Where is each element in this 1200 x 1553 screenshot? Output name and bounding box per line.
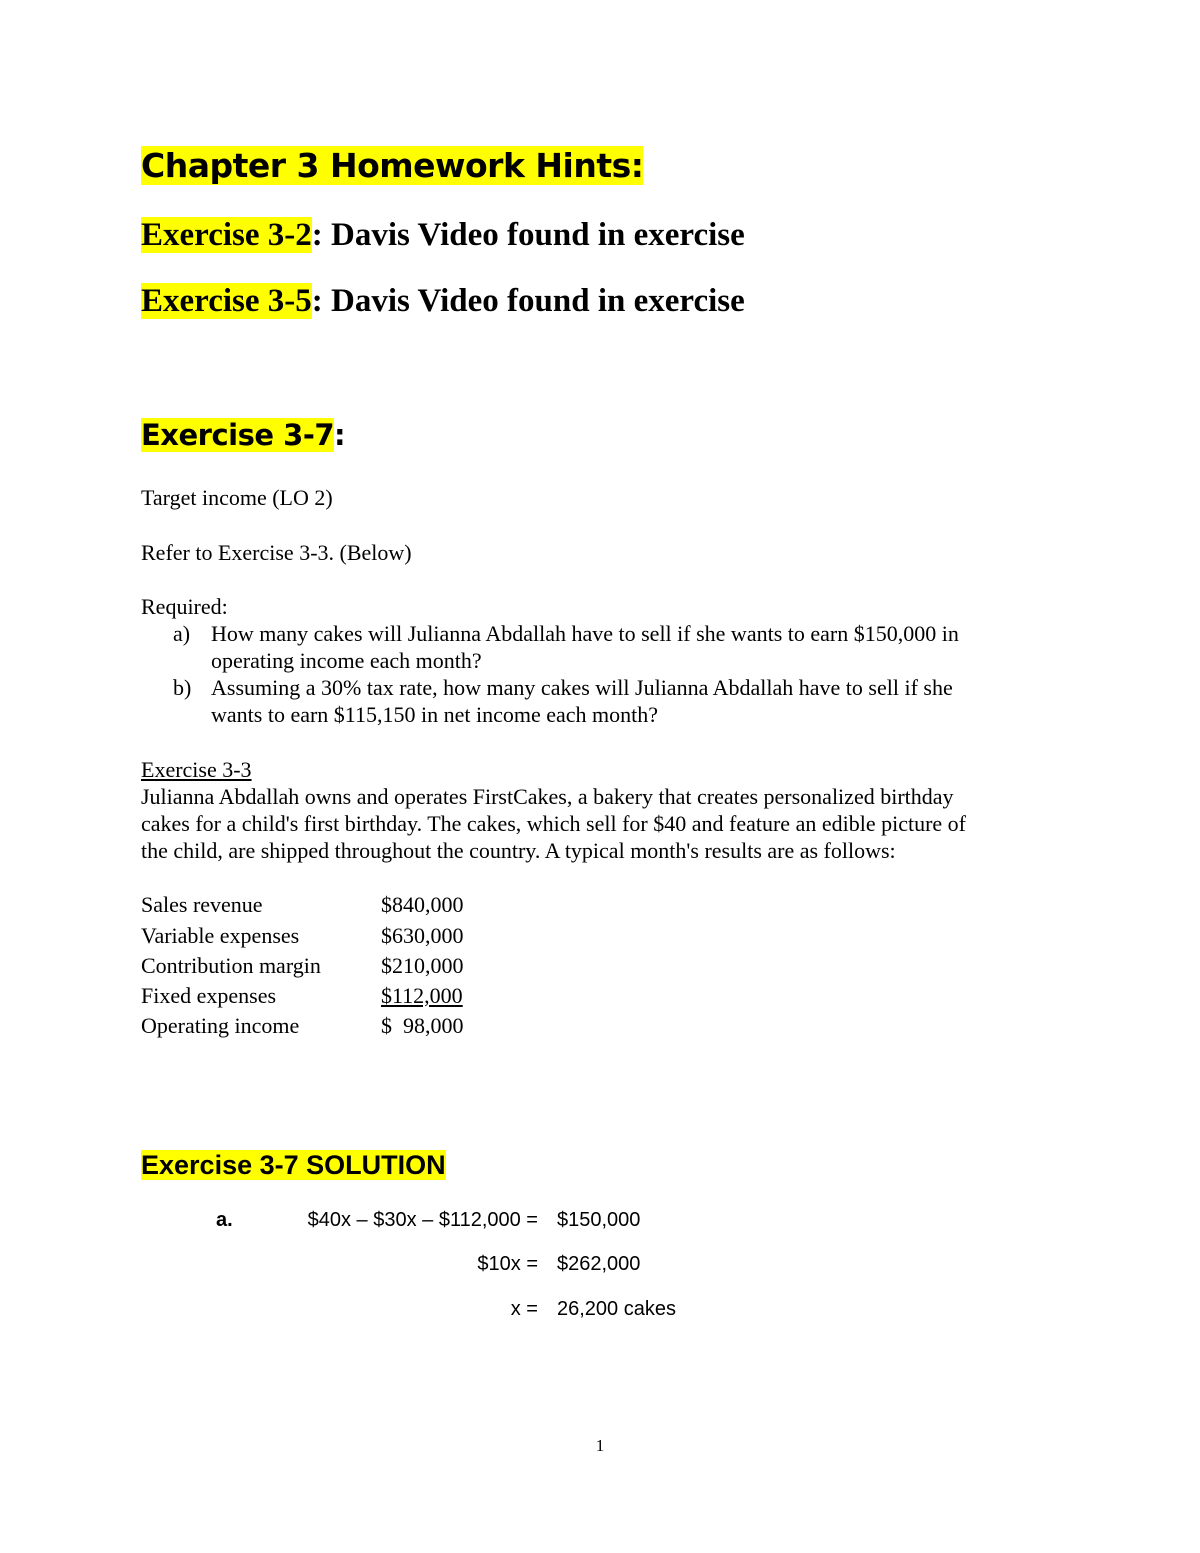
equation-lhs: $40x – $30x – $112,000 =	[307, 1209, 538, 1231]
solution-part-label: a.	[216, 1209, 233, 1231]
exercise-3-2-heading	[141, 217, 745, 254]
refer-line: Refer to Exercise 3-3. (Below)	[141, 540, 412, 565]
table-row-value: $840,000	[381, 892, 464, 917]
exercise-3-3-line3: the child, are shipped throughout the country. A typical month's results are as follows:	[141, 838, 896, 863]
exercise-3-3-heading: Exercise 3-3	[141, 757, 252, 782]
question-a-line1: How many cakes will Julianna Abdallah have to sell if she wants to earn $150,000 in	[211, 621, 959, 646]
table-row-value: $ 98,000	[381, 1013, 464, 1038]
table-row-label: Contribution margin	[141, 953, 321, 978]
exercise-3-3-line2: cakes for a child's first birthday. The cakes, which sell for $40 and feature an edible picture of	[141, 811, 966, 836]
solution-heading-label: Exercise 3-7 SOLUTION	[141, 1150, 446, 1180]
question-a-line2: operating income each month?	[211, 648, 482, 673]
table-row-value: $112,000	[381, 983, 463, 1008]
question-b-marker: b)	[173, 675, 192, 700]
exercise-3-7-colon: :	[334, 418, 346, 452]
equation-rhs: $262,000	[557, 1253, 641, 1275]
equation-rhs: $150,000	[557, 1209, 641, 1231]
equation-rhs: 26,200 cakes	[557, 1298, 676, 1320]
exercise-3-3-line1: Julianna Abdallah owns and operates FirstCakes, a bakery that creates personalized birthday	[141, 784, 954, 809]
question-b-line2: wants to earn $115,150 in net income each month?	[211, 702, 659, 727]
exercise-3-5-heading	[141, 283, 745, 320]
table-row-value: $210,000	[381, 953, 464, 978]
table-row-label: Operating income	[141, 1013, 300, 1038]
exercise-3-7-heading	[141, 418, 345, 452]
table-row-label: Variable expenses	[141, 923, 300, 948]
exercise-3-5-label: Exercise 3-5	[141, 283, 312, 319]
question-a-marker: a)	[173, 621, 191, 646]
exercise-3-2-label: Exercise 3-2	[141, 217, 312, 253]
page-number: 1	[595, 1436, 605, 1455]
required-label: Required:	[141, 594, 228, 619]
question-b-line1: Assuming a 30% tax rate, how many cakes will Julianna Abdallah have to sell if she	[211, 675, 953, 700]
solution-heading	[141, 1150, 446, 1181]
equation-lhs: $10x =	[477, 1253, 538, 1275]
equation-lhs: x =	[510, 1298, 538, 1320]
title-highlight: Chapter 3 Homework Hints:	[141, 146, 644, 185]
target-income-line: Target income (LO 2)	[141, 485, 333, 510]
exercise-3-5-note: : Davis Video found in exercise	[311, 283, 745, 319]
table-row-label: Fixed expenses	[141, 983, 277, 1008]
exercise-3-2-note: : Davis Video found in exercise	[311, 217, 745, 253]
page-title	[141, 146, 643, 185]
table-row-value: $630,000	[381, 923, 464, 948]
exercise-3-7-label: Exercise 3-7	[141, 418, 335, 452]
table-row-label: Sales revenue	[141, 892, 263, 917]
